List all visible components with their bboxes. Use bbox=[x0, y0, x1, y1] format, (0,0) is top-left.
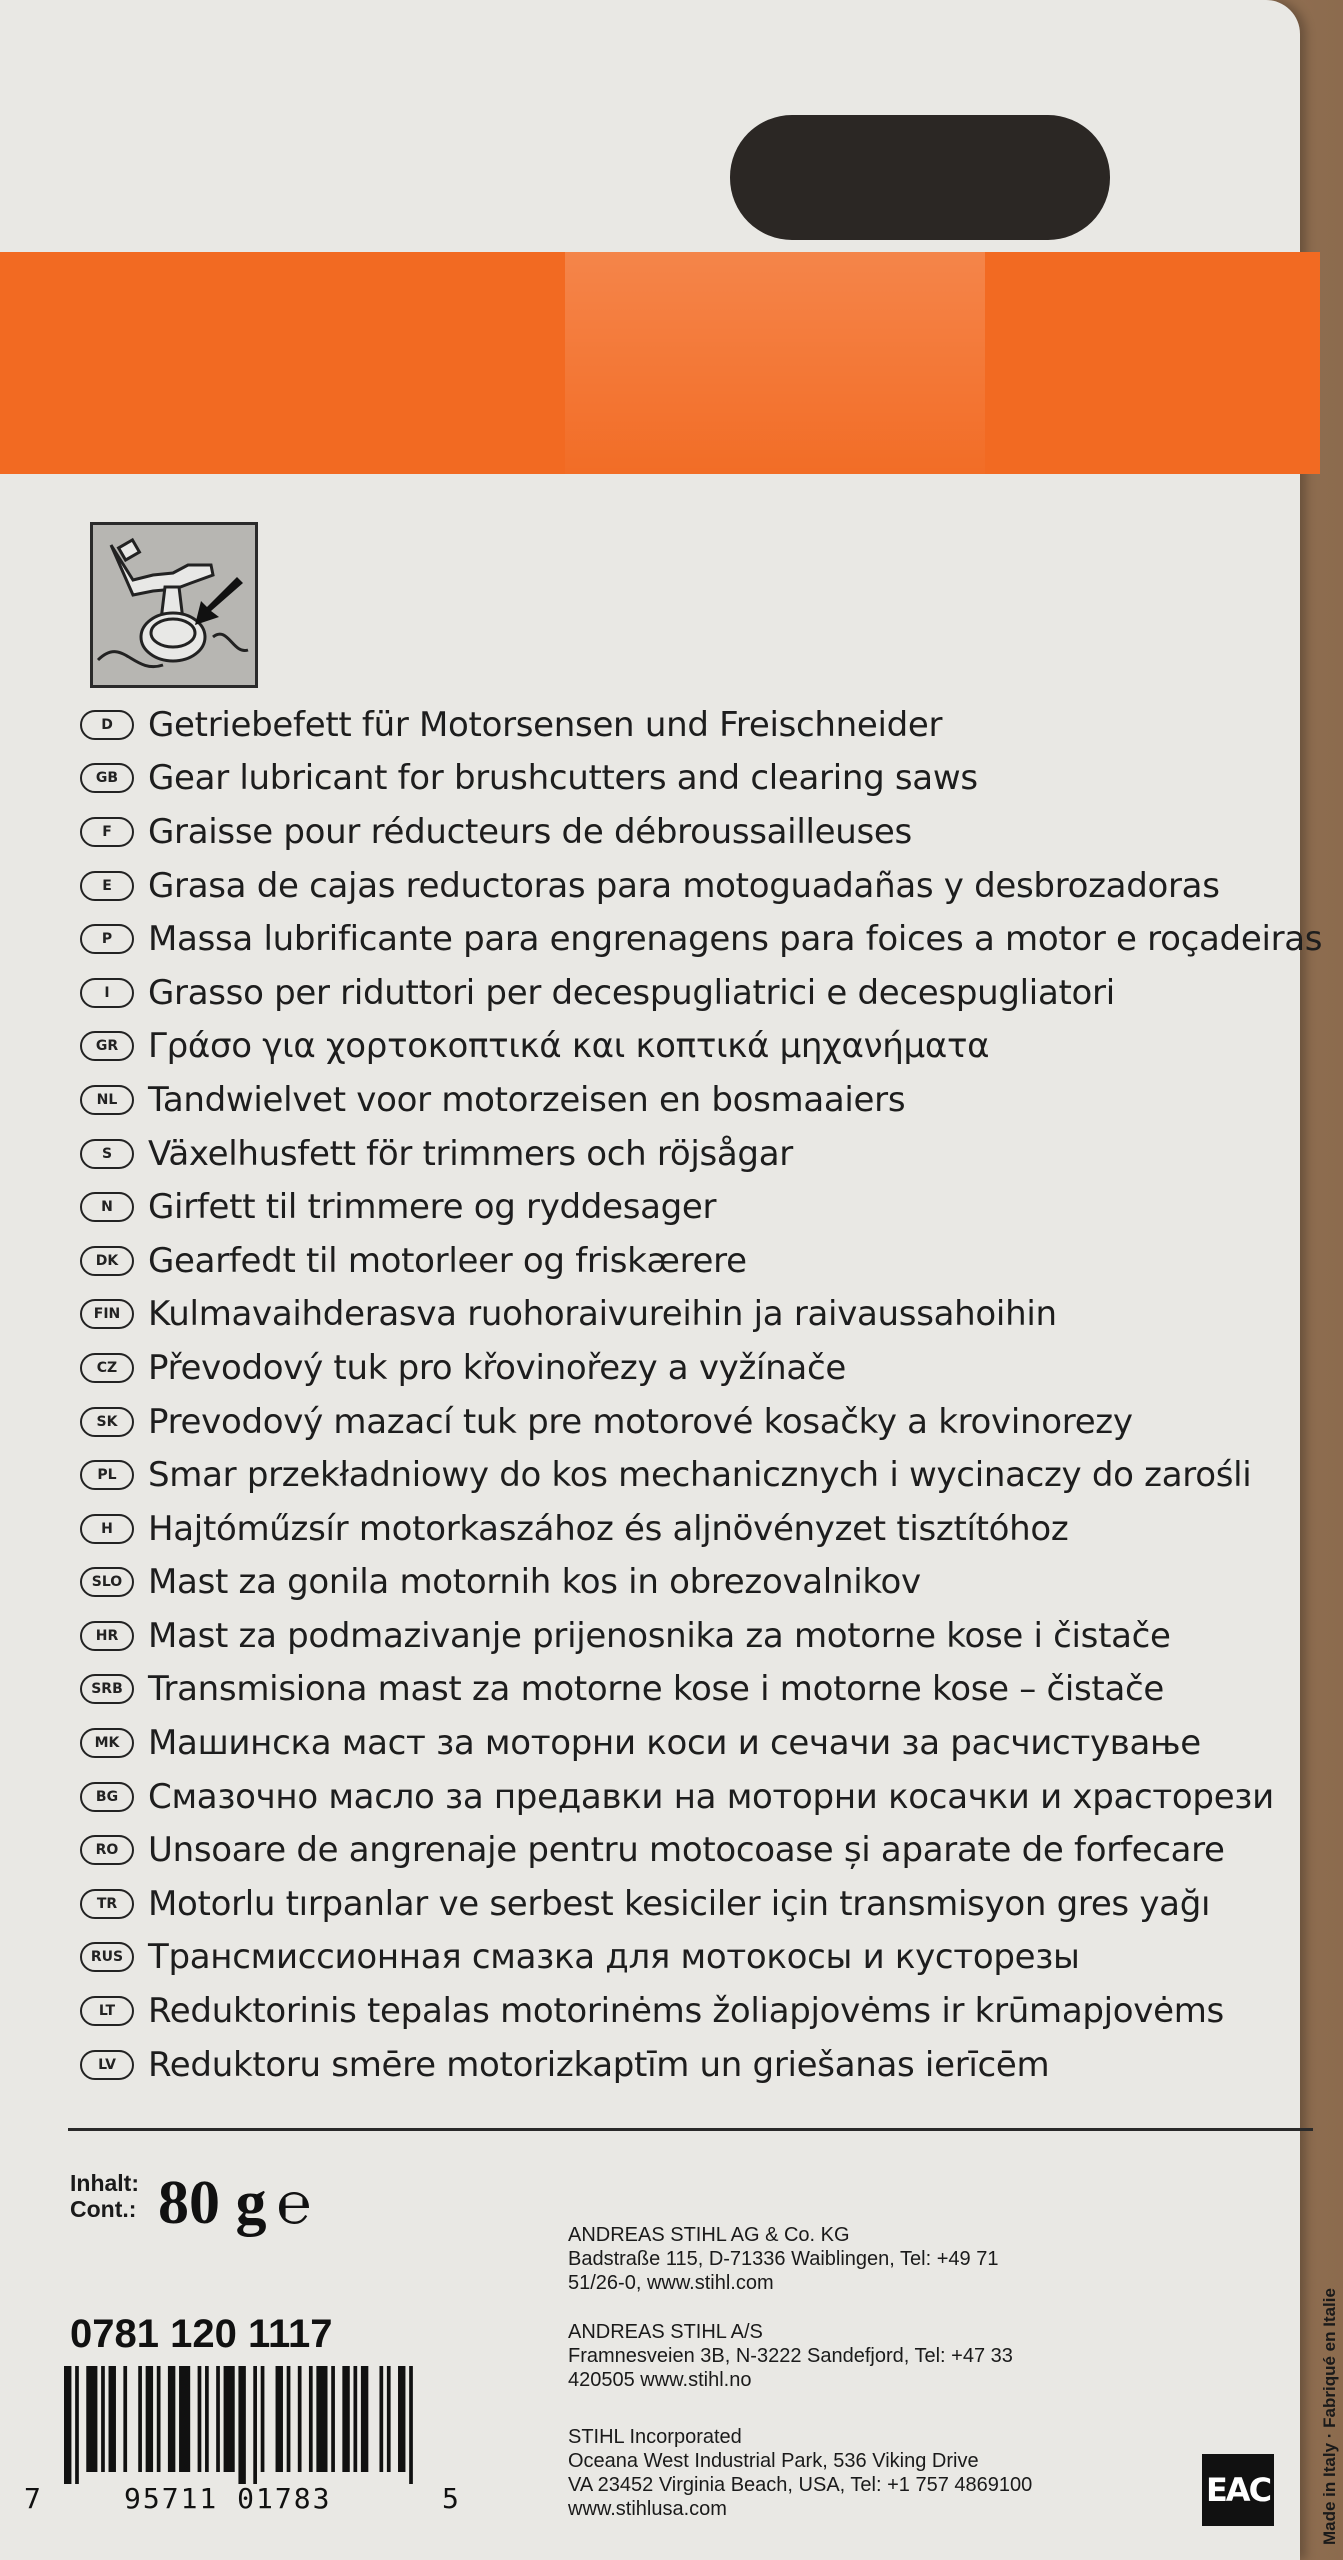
gearbox-icon bbox=[93, 525, 255, 685]
language-row bbox=[80, 1984, 1310, 2038]
language-code-badge: HR bbox=[80, 1621, 134, 1651]
language-code-badge: GR bbox=[80, 1031, 134, 1061]
barcode-middle-digits: 95711 01783 bbox=[124, 2482, 332, 2515]
language-list bbox=[80, 698, 1323, 2091]
language-code-badge: E bbox=[80, 871, 134, 901]
language-code-badge: BG bbox=[80, 1782, 134, 1812]
language-row bbox=[80, 805, 1310, 859]
language-code-badge: SRB bbox=[80, 1674, 134, 1704]
address-line: Badstraße 115, D-71336 Waiblingen, Tel: +49 71 bbox=[568, 2248, 999, 2270]
language-row bbox=[80, 1073, 1310, 1127]
language-description: Kulmavaihderasva ruohoraivureihin ja raivaussahoihin bbox=[148, 1294, 1057, 1335]
language-code-badge: I bbox=[80, 978, 134, 1008]
language-row bbox=[80, 1288, 1310, 1342]
language-description: Převodový tuk pro křovinořezy a vyžínače bbox=[148, 1347, 846, 1388]
address-line: Framnesveien 3B, N-3222 Sandefjord, Tel: +47 33 bbox=[568, 2345, 1013, 2367]
language-code-badge: PL bbox=[80, 1460, 134, 1490]
language-description: Motorlu tırpanlar ve serbest kesiciler için transmisyon gres yağı bbox=[148, 1883, 1211, 1924]
language-code-badge: RO bbox=[80, 1835, 134, 1865]
language-description: Трансмиссионная смазка для мотокосы и кусторезы bbox=[148, 1937, 1080, 1978]
language-description: Смазочно масло за предавки на моторни косачки и храсторези bbox=[148, 1776, 1274, 1817]
address-line: VA 23452 Virginia Beach, USA, Tel: +1 757 4869100 bbox=[568, 2474, 1033, 2496]
language-code-badge: P bbox=[80, 924, 134, 954]
language-code-badge: F bbox=[80, 817, 134, 847]
language-code-badge: GB bbox=[80, 763, 134, 793]
language-row bbox=[80, 1395, 1310, 1449]
language-row bbox=[80, 1234, 1310, 1288]
address-line: www.stihlusa.com bbox=[568, 2498, 727, 2520]
language-row bbox=[80, 1020, 1310, 1074]
language-description: Grasa de cajas reductoras para motoguadañas y desbrozadoras bbox=[148, 865, 1220, 906]
language-row bbox=[80, 752, 1310, 806]
language-code-badge: N bbox=[80, 1192, 134, 1222]
language-description: Transmisiona mast za motorne kose i motorne kose – čistače bbox=[148, 1669, 1165, 1710]
language-description: Hajtóműzsír motorkaszához és aljnövényzet tisztítóhoz bbox=[148, 1508, 1069, 1549]
net-weight bbox=[158, 2168, 311, 2239]
hang-hole bbox=[730, 115, 1110, 240]
language-description: Girfett til trimmere og ryddesager bbox=[148, 1187, 717, 1228]
language-row bbox=[80, 1770, 1310, 1824]
address-line: Oceana West Industrial Park, 536 Viking Drive bbox=[568, 2450, 979, 2472]
address-line: 420505 www.stihl.no bbox=[568, 2369, 752, 2391]
band-glare bbox=[565, 252, 985, 474]
language-row bbox=[80, 698, 1310, 752]
language-code-badge: CZ bbox=[80, 1353, 134, 1383]
address-block-de bbox=[568, 2223, 1128, 2295]
barcode-last-digit: 5 bbox=[442, 2482, 459, 2515]
language-code-badge: NL bbox=[80, 1085, 134, 1115]
language-code-badge: FIN bbox=[80, 1299, 134, 1329]
language-row bbox=[80, 2038, 1310, 2092]
language-code-badge: MK bbox=[80, 1728, 134, 1758]
address-line: ANDREAS STIHL A/S bbox=[568, 2321, 763, 2343]
language-row bbox=[80, 1716, 1310, 1770]
language-row bbox=[80, 1341, 1310, 1395]
address-line: ANDREAS STIHL AG & Co. KG bbox=[568, 2224, 850, 2246]
language-description: Mast za podmazivanje prijenosnika za motorne kose i čistače bbox=[148, 1615, 1171, 1656]
language-description: Grasso per riduttori per decespugliatrici e decespugliatori bbox=[148, 972, 1115, 1013]
language-description: Getriebefett für Motorsensen und Freischneider bbox=[148, 704, 943, 745]
language-row bbox=[80, 1931, 1310, 1985]
language-description: Tandwielvet voor motorzeisen en bosmaaiers bbox=[148, 1079, 906, 1120]
language-code-badge: TR bbox=[80, 1889, 134, 1919]
orange-band bbox=[0, 252, 1320, 474]
language-description: Gearfedt til motorleer og friskærere bbox=[148, 1240, 747, 1281]
address-line: 51/26-0, www.stihl.com bbox=[568, 2272, 774, 2294]
language-code-badge: LV bbox=[80, 2050, 134, 2080]
language-code-badge: H bbox=[80, 1514, 134, 1544]
language-row bbox=[80, 1609, 1310, 1663]
weight-value: 80 g bbox=[158, 2169, 267, 2237]
language-description: Prevodový mazací tuk pre motorové kosačky a krovinorezy bbox=[148, 1401, 1133, 1442]
language-row bbox=[80, 966, 1310, 1020]
language-description: Unsoare de angrenaje pentru motocoase și aparate de forfecare bbox=[148, 1830, 1225, 1871]
language-description: Gear lubricant for brushcutters and clearing saws bbox=[148, 758, 978, 799]
language-code-badge: D bbox=[80, 710, 134, 740]
language-code-badge: DK bbox=[80, 1246, 134, 1276]
language-description: Smar przekładniowy do kos mechanicznych i wycinaczy do zarośli bbox=[148, 1455, 1252, 1496]
language-row bbox=[80, 1823, 1310, 1877]
language-code-badge: SLO bbox=[80, 1567, 134, 1597]
language-description: Машинска маст за моторни коси и сечачи за расчистување bbox=[148, 1723, 1201, 1764]
divider-line bbox=[68, 2128, 1313, 2131]
country-of-origin: Made in Italy · Fabriqué en Italie bbox=[1320, 2288, 1339, 2545]
barcode-digits bbox=[24, 2482, 464, 2518]
language-row bbox=[80, 1502, 1310, 1556]
language-row bbox=[80, 1180, 1310, 1234]
address-block-no bbox=[568, 2320, 1128, 2392]
language-row bbox=[80, 912, 1323, 966]
language-description: Reduktoru smēre motorizkaptīm un griešanas ierīcēm bbox=[148, 2044, 1050, 2085]
net-contents bbox=[70, 2169, 312, 2237]
eac-mark: EAC bbox=[1202, 2454, 1274, 2526]
barcode-icon bbox=[64, 2366, 424, 2484]
language-row bbox=[80, 1663, 1310, 1717]
language-code-badge: S bbox=[80, 1139, 134, 1169]
language-row bbox=[80, 1556, 1310, 1610]
language-row bbox=[80, 859, 1310, 913]
language-description: Γράσο για χορτοκοπτικά και κοπτικά μηχανήματα bbox=[148, 1026, 990, 1067]
article-number: 0781 120 1117 bbox=[70, 2312, 333, 2356]
estimated-sign: ℮ bbox=[276, 2169, 312, 2237]
barcode-first-digit: 7 bbox=[24, 2482, 41, 2515]
language-row bbox=[80, 1127, 1310, 1181]
language-description: Graisse pour réducteurs de débroussailleuses bbox=[148, 811, 912, 852]
language-description: Växelhusfett för trimmers och röjsågar bbox=[148, 1133, 793, 1174]
gearbox-pictogram bbox=[90, 522, 258, 688]
language-code-badge: RUS bbox=[80, 1942, 134, 1972]
language-description: Mast za gonila motornih kos in obrezovalnikov bbox=[148, 1562, 921, 1603]
language-description: Massa lubrificante para engrenagens para foices a motor e roçadeiras bbox=[148, 919, 1323, 960]
language-row bbox=[80, 1877, 1310, 1931]
address-block-us bbox=[568, 2425, 1128, 2521]
address-line: STIHL Incorporated bbox=[568, 2426, 742, 2448]
language-description: Reduktorinis tepalas motorinėms žoliapjovėms ir krūmapjovėms bbox=[148, 1991, 1224, 2032]
language-code-badge: SK bbox=[80, 1407, 134, 1437]
language-code-badge: LT bbox=[80, 1996, 134, 2026]
contents-label-de: Inhalt: bbox=[70, 2170, 139, 2196]
language-row bbox=[80, 1448, 1310, 1502]
contents-label-fr: Cont.: bbox=[70, 2196, 137, 2222]
